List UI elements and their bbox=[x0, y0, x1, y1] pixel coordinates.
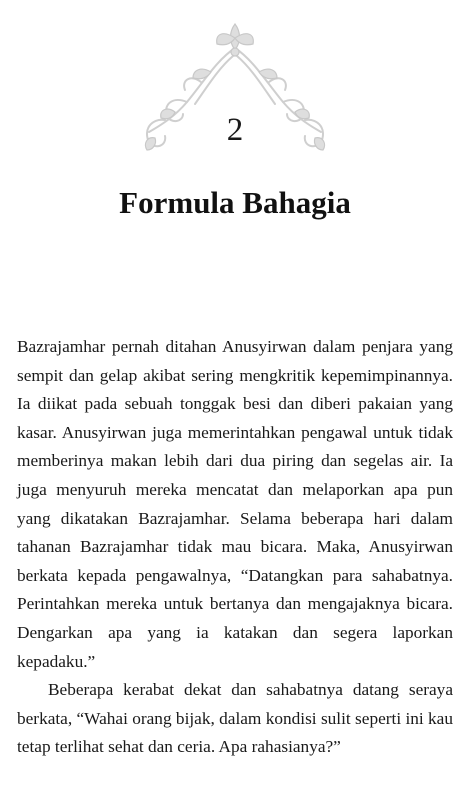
chapter-number: 2 bbox=[226, 112, 244, 148]
body-paragraph-2: Beberapa kerabat dekat dan sahabatnya datang seraya berkata, “Wahai orang bijak, dalam kondisi sulit seperti ini kau tetap terlihat sehat dan ceria. Apa rahasianya?” bbox=[17, 680, 453, 757]
chapter-body bbox=[17, 333, 453, 762]
body-paragraph-1: Bazrajamhar pernah ditahan Anusyirwan dalam penjara yang sempit dan gelap akibat sering mengkritik kepemimpinannya. Ia diikat pada sebuah tonggak besi dan diberi pakaian yang kasar. Anusyirwan juga memerintahkan pengawal untuk tidak memberinya makan lebih dari dua piring dan segelas air. Ia juga menyuruh mereka mencatat dan melaporkan apa pun yang dikatakan Bazrajamhar. Selama beberapa hari dalam tahanan Bazrajamhar tidak mau bicara. Maka, Anusyirwan berkata kepada pengawalnya, “Datangkan para sahabatnya. Perintahkan mereka untuk bertanya dan mengajaknya bicara. Dengarkan apa yang ia katakan dan segera laporkan kepadaku.” bbox=[17, 337, 453, 671]
chapter-title: Formula Bahagia bbox=[119, 185, 351, 220]
